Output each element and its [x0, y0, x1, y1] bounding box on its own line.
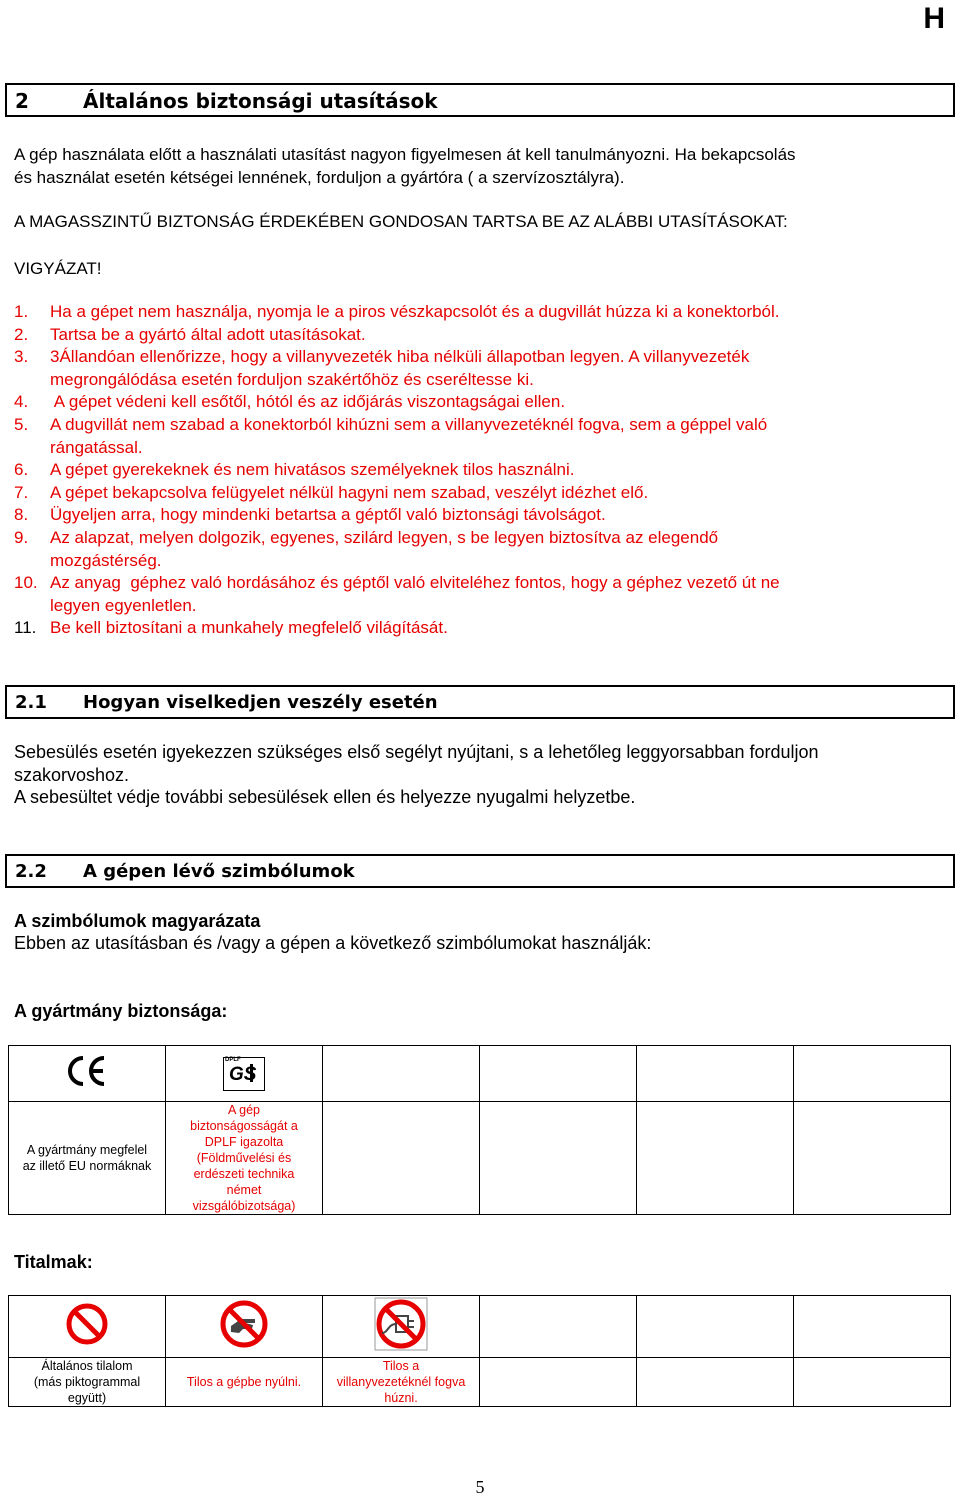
- ce-caption-line: A gyártmány megfelel: [26, 1143, 148, 1157]
- empty-caption-cell: [480, 1102, 637, 1215]
- section-2-2-number: 2.2: [15, 861, 47, 882]
- gs-caption-line: A gép: [228, 1103, 260, 1117]
- list-item-text: A gépet gyerekeknek és nem hivatásos személyeknek tilos használni.: [50, 460, 575, 480]
- empty-caption-cell: [323, 1102, 480, 1215]
- list-item-number: 9.: [14, 527, 29, 547]
- list-item: [14, 572, 780, 617]
- symbols-explanation-heading: A szimbólumok magyarázata: [14, 911, 261, 931]
- empty-symbol-cell: [480, 1046, 637, 1102]
- language-mark: H: [923, 2, 945, 35]
- list-item-text: A gépet védeni kell esőtől, hótól és az időjárás viszontagságai ellen.: [50, 392, 566, 412]
- gs-caption-line: biztonságosságát a: [190, 1119, 298, 1133]
- no-cord-pull-icon: [374, 1297, 428, 1356]
- intro-line-2: és használat esetén kétségei lennének, forduljon a gyártóra ( a szervízosztályra).: [14, 168, 625, 187]
- empty-symbol-cell: [637, 1046, 794, 1102]
- ce-mark-icon: [65, 1054, 109, 1093]
- product-safety-heading: A gyártmány biztonsága:: [14, 1001, 228, 1021]
- section-2-1-title: Hogyan viselkedjen veszély esetén: [83, 692, 438, 713]
- caption-line: húzni.: [384, 1391, 418, 1405]
- list-item-text: legyen egyenletlen.: [50, 595, 197, 615]
- empty-symbol-cell: [323, 1046, 480, 1102]
- list-item: [14, 527, 780, 572]
- intro-line-1: A gép használata előtt a használati utasítást nagyon figyelmesen át kell tanulmányozni. Ha bekapcsolás: [14, 145, 796, 164]
- gs-caption-line: vizsgálóbizotsága): [192, 1199, 296, 1213]
- gs-caption-cell: [166, 1102, 323, 1215]
- list-item-text: A gépet bekapcsolva felügyelet nélkül hagyni nem szabad, veszélyt idézhet elő.: [50, 482, 649, 502]
- warning-label: VIGYÁZAT!: [14, 259, 102, 278]
- list-item-text: rángatással.: [50, 437, 143, 457]
- section-2-number: 2: [15, 89, 29, 113]
- symbol-cell: [166, 1046, 323, 1102]
- empty-caption-cell: [794, 1358, 951, 1407]
- empty-caption-cell: [637, 1358, 794, 1407]
- gs-mark-text: GS: [229, 1063, 257, 1085]
- symbols-explanation-text: Ebben az utasításban és /vagy a gépen a következő szimbólumokat használják:: [14, 933, 652, 953]
- list-item-text: mozgástérség.: [50, 550, 162, 570]
- product-safety-symbol-table: [8, 1045, 951, 1215]
- section-2-title: Általános biztonsági utasítások: [83, 89, 438, 113]
- safety-instructions-list: [14, 301, 780, 640]
- list-item: [14, 459, 780, 482]
- section-2-1-heading-box: [5, 685, 955, 719]
- caption-line: villanyvezetéknél fogva: [336, 1375, 466, 1389]
- empty-symbol-cell: [637, 1296, 794, 1358]
- list-item: [14, 414, 780, 459]
- list-item: [14, 391, 780, 414]
- empty-caption-cell: [794, 1102, 951, 1215]
- no-hand-icon: [219, 1299, 269, 1354]
- list-item-number: 2.: [14, 324, 29, 344]
- list-item-text: Be kell biztosítani a munkahely megfelelő világítását.: [50, 618, 448, 638]
- list-item-number: 8.: [14, 505, 29, 525]
- symbol-cell: [323, 1296, 480, 1358]
- section-2-heading-box: [5, 83, 955, 117]
- empty-caption-cell: [480, 1358, 637, 1407]
- list-item: [14, 504, 780, 527]
- empty-symbol-cell: [794, 1296, 951, 1358]
- page-number: 5: [475, 1477, 485, 1497]
- list-item-text: Az alapzat, melyen dolgozik, egyenes, szilárd legyen, s be legyen biztosítva az elegendő: [50, 527, 719, 547]
- empty-symbol-cell: [480, 1296, 637, 1358]
- list-item-number: 3.: [14, 347, 29, 367]
- list-item-text: Ha a gépet nem használja, nyomja le a piros vészkapcsolót és a dugvillát húzza ki a konektorból.: [50, 302, 780, 321]
- list-item: [14, 482, 780, 505]
- emergency-line-3: A sebesültet védje további sebesülések ellen és helyezze nyugalmi helyzetbe.: [14, 787, 636, 807]
- gs-caption-line: erdészeti technika: [193, 1167, 295, 1181]
- list-item-text: megrongálódása esetén forduljon szakértőhöz és cseréltesse ki.: [50, 369, 534, 389]
- list-item-number: 5.: [14, 414, 29, 434]
- prohibitions-heading: Titalmak:: [14, 1252, 93, 1272]
- list-item-number: 11.: [14, 618, 37, 638]
- ce-caption-cell: [9, 1102, 166, 1215]
- list-item-number: 10.: [14, 573, 38, 593]
- general-prohibition-icon: [65, 1302, 109, 1351]
- prohibition-symbol-table: [8, 1295, 951, 1407]
- list-item: [14, 324, 780, 347]
- no-hand-caption-cell: [166, 1358, 323, 1407]
- list-item-text: Az anyag géphez való hordásához és géptől való elviteléhez fontos, hogy a géphez vezető út ne: [50, 573, 780, 593]
- emergency-line-1: Sebesülés esetén igyekezzen szükséges első segélyt nyújtani, s a lehetőleg leggyorsabban forduljon: [14, 742, 819, 762]
- dplf-badge-text: DPLF: [225, 1056, 241, 1063]
- ce-caption-line: az illető EU normáknak: [22, 1159, 152, 1173]
- caption-line: együtt): [67, 1391, 107, 1405]
- empty-symbol-cell: [794, 1046, 951, 1102]
- list-item: [14, 346, 780, 391]
- list-item: [14, 617, 780, 640]
- list-item-number: 6.: [14, 460, 29, 480]
- caption-line: Tilos a gépbe nyúlni.: [186, 1375, 302, 1389]
- caption-line: Tilos a: [382, 1359, 420, 1373]
- list-item-number: 1.: [14, 302, 29, 321]
- list-item: [14, 301, 780, 324]
- general-prohibition-caption-cell: [9, 1358, 166, 1407]
- list-item-text: Tartsa be a gyártó által adott utasításokat.: [50, 324, 366, 344]
- symbol-cell: [9, 1296, 166, 1358]
- gs-caption-line: DPLF igazolta: [204, 1135, 284, 1149]
- caption-line: Általános tilalom: [41, 1359, 133, 1373]
- caption-line: (más piktogrammal: [33, 1375, 141, 1389]
- emergency-line-2: szakorvoshoz.: [14, 765, 130, 785]
- section-2-1-number: 2.1: [15, 692, 47, 713]
- list-item-text: A dugvillát nem szabad a konektorból kihúzni sem a villanyvezetéknél fogva, sem a géppel való: [50, 414, 768, 434]
- list-item-number: 4.: [14, 392, 29, 412]
- gs-dplf-mark-icon: [223, 1057, 265, 1091]
- symbol-cell: [166, 1296, 323, 1358]
- list-item-text: Ügyeljen arra, hogy mindenki betartsa a géptől való biztonsági távolságot.: [50, 505, 606, 525]
- gs-caption-line: német: [226, 1183, 262, 1197]
- no-cord-pull-caption-cell: [323, 1358, 480, 1407]
- gs-caption-line: (Földművelési és: [196, 1151, 292, 1165]
- list-item-number: 7.: [14, 482, 29, 502]
- section-2-2-heading-box: [5, 854, 955, 888]
- caps-notice: A MAGASSZINTŰ BIZTONSÁG ÉRDEKÉBEN GONDOSAN TARTSA BE AZ ALÁBBI UTASÍTÁSOKAT:: [14, 212, 788, 231]
- section-2-2-title: A gépen lévő szimbólumok: [83, 861, 355, 882]
- symbol-cell: [9, 1046, 166, 1102]
- empty-caption-cell: [637, 1102, 794, 1215]
- list-item-text: 3Állandóan ellenőrizze, hogy a villanyvezeték hiba nélküli állapotban legyen. A villanyvezeték: [50, 347, 750, 367]
